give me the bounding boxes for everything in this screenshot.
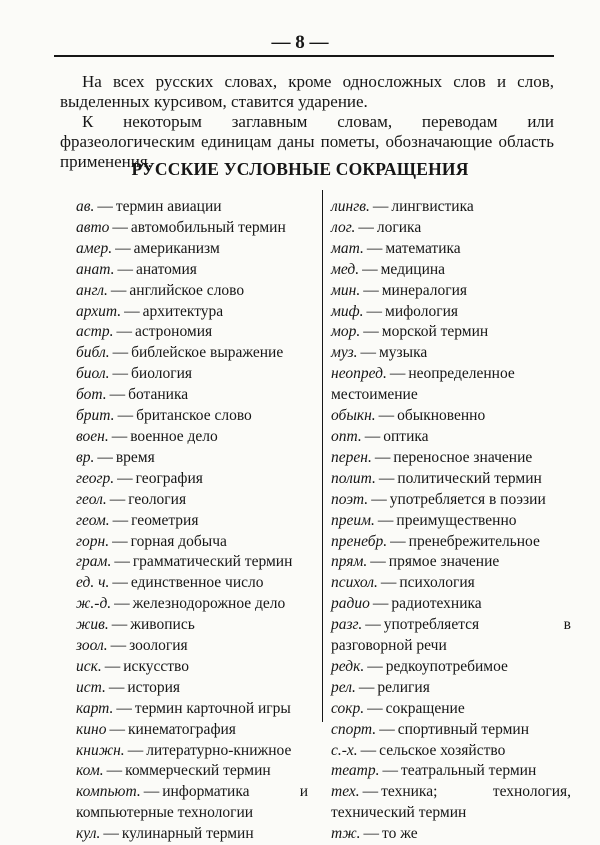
abbreviation-entry <box>331 490 571 511</box>
abbreviation: книжн. <box>76 741 125 759</box>
abbreviation-meaning: религия <box>377 678 430 696</box>
separator-dash: — <box>114 553 130 571</box>
abbreviation: кино <box>76 720 107 738</box>
separator-dash: — <box>117 260 133 278</box>
separator-dash: — <box>379 720 395 738</box>
abbreviation-entry <box>331 824 571 845</box>
abbreviation: тех. <box>331 783 360 801</box>
abbreviation: опт. <box>331 427 362 445</box>
abbreviation: ж.-д. <box>76 595 112 613</box>
abbreviation-entry <box>76 615 308 636</box>
separator-dash: — <box>374 448 391 466</box>
abbreviation: горн. <box>76 532 110 550</box>
abbreviation-meaning: геология <box>128 490 187 508</box>
abbreviation: амер. <box>76 239 113 257</box>
abbreviation: жив. <box>76 616 109 634</box>
abbreviation-meaning: политический термин <box>397 469 542 487</box>
abbreviation-entry <box>76 741 308 762</box>
abbreviation: геом. <box>76 511 110 529</box>
separator-dash: — <box>363 323 379 341</box>
abbreviation-entry <box>76 761 308 782</box>
abbreviation-meaning: термин карточной игры <box>134 699 291 717</box>
abbreviation-meaning: искусство <box>123 657 189 675</box>
abbreviation-meaning: прямое значение <box>388 553 500 571</box>
separator-dash: — <box>389 365 406 383</box>
abbreviation-entry <box>331 720 571 741</box>
abbreviation-meaning: спортивный термин <box>397 720 529 738</box>
abbreviation-entry <box>331 469 571 490</box>
abbreviation: полит. <box>331 469 376 487</box>
abbreviation: ист. <box>76 678 106 696</box>
abbreviation-entry <box>331 615 571 657</box>
abbreviation: биол. <box>76 365 110 383</box>
abbreviation-meaning: неопределенное местоимение <box>331 365 515 404</box>
abbreviation-entry <box>76 657 308 678</box>
abbreviation-entry <box>76 552 308 573</box>
abbreviation-entry <box>331 741 571 762</box>
separator-dash: — <box>112 365 129 383</box>
abbreviation: миф. <box>331 302 364 320</box>
abbreviation-meaning: время <box>115 448 155 466</box>
abbreviation-meaning: медицина <box>380 260 446 278</box>
abbreviation-meaning: английское слово <box>129 281 245 299</box>
separator-dash: — <box>362 783 379 801</box>
abbreviation-entry <box>331 782 571 824</box>
abbreviation-entry <box>76 594 308 615</box>
abbreviation: геогр. <box>76 469 115 487</box>
abbreviation-meaning: пренебрежительное <box>408 532 540 550</box>
abbreviation-entry <box>331 364 571 406</box>
abbreviation-entry <box>76 490 308 511</box>
separator-dash: — <box>112 574 128 592</box>
separator-dash: — <box>366 302 383 320</box>
abbreviation-meaning: литературно-книжное <box>146 741 292 759</box>
abbreviation-entry <box>76 469 308 490</box>
abbreviation-meaning: зоология <box>129 637 188 655</box>
abbreviation-meaning: обыкновенно <box>397 407 486 425</box>
abbreviation-meaning: американизм <box>133 239 220 257</box>
abbreviation-list-right <box>331 197 571 845</box>
abbreviation: с.-х. <box>331 741 358 759</box>
separator-dash: — <box>360 741 377 759</box>
abbreviation-entry <box>76 197 308 218</box>
abbreviation: преим. <box>331 511 375 529</box>
abbreviation-meaning: радиотехника <box>391 595 482 613</box>
abbreviation-entry <box>76 281 308 302</box>
abbreviation-meaning: информатика и компьютерные технологии <box>76 783 308 822</box>
separator-dash: — <box>358 218 374 236</box>
abbreviation: спорт. <box>331 720 377 738</box>
separator-dash: — <box>390 532 406 550</box>
abbreviation-entry <box>331 302 571 323</box>
separator-dash: — <box>380 574 397 592</box>
abbreviation-meaning: то же <box>382 825 418 843</box>
abbreviation-meaning: логика <box>376 218 422 236</box>
abbreviation: неопред. <box>331 365 387 383</box>
abbreviation: поэт. <box>331 490 369 508</box>
abbreviation-entry <box>76 699 308 720</box>
abbreviation: радио <box>331 595 370 613</box>
abbreviation: бот. <box>76 386 107 404</box>
abbreviation: пренебр. <box>331 532 388 550</box>
separator-dash: — <box>372 198 389 215</box>
separator-dash: — <box>112 511 129 529</box>
abbreviation-meaning: употребляется в поэзии <box>389 490 546 508</box>
abbreviation: кул. <box>76 825 101 843</box>
separator-dash: — <box>111 427 128 445</box>
abbreviation: компьют. <box>76 783 141 801</box>
abbreviation-entry <box>331 281 571 302</box>
abbreviation-meaning: техника; технология, технический термин <box>331 783 571 822</box>
abbreviation-entry <box>331 197 571 218</box>
separator-dash: — <box>114 595 130 613</box>
section-title: РУССКИЕ УСЛОВНЫЕ СОКРАЩЕНИЯ <box>131 159 469 179</box>
separator-dash: — <box>112 532 128 550</box>
abbreviation-entry <box>331 343 571 364</box>
abbreviation-entry <box>331 427 571 448</box>
separator-dash: — <box>115 239 131 257</box>
separator-dash: — <box>363 825 379 843</box>
separator-dash: — <box>363 281 379 299</box>
abbreviation-meaning: история <box>127 678 181 696</box>
abbreviation: перен. <box>331 448 372 466</box>
intro-text <box>60 72 554 172</box>
abbreviation-entry <box>76 302 308 323</box>
column-divider <box>322 190 323 722</box>
abbreviation-meaning: горная добыча <box>130 532 227 550</box>
separator-dash: — <box>116 699 132 717</box>
separator-dash: — <box>97 198 113 215</box>
abbreviation-entry <box>76 322 308 343</box>
abbreviation-meaning: музыка <box>379 344 428 362</box>
header-rule <box>54 55 554 57</box>
separator-dash: — <box>378 469 395 487</box>
abbreviation-entry <box>331 218 571 239</box>
separator-dash: — <box>104 657 121 675</box>
abbreviation-entry <box>331 594 571 615</box>
abbreviation-entry <box>76 720 308 741</box>
separator-dash: — <box>112 344 129 362</box>
abbreviation: грам. <box>76 553 112 571</box>
abbreviation: редк. <box>331 657 365 675</box>
abbreviation-meaning: британское слово <box>136 407 252 425</box>
separator-dash: — <box>103 825 119 843</box>
separator-dash: — <box>370 553 386 571</box>
separator-dash: — <box>108 678 125 696</box>
abbreviation-meaning: редкоупотребимое <box>385 657 508 675</box>
abbreviation-meaning: живопись <box>130 616 195 634</box>
abbreviation: прям. <box>331 553 368 571</box>
abbreviation-meaning: термин авиации <box>115 198 222 215</box>
page-number: — 8 — <box>271 32 329 53</box>
abbreviation: сокр. <box>331 699 365 717</box>
abbreviation-meaning: кинематография <box>127 720 236 738</box>
abbreviation-meaning: железнодорожное дело <box>132 595 286 613</box>
abbreviation: брит. <box>76 407 115 425</box>
abbreviation: театр. <box>331 762 380 780</box>
abbreviation-meaning: архитектура <box>142 302 224 320</box>
separator-dash: — <box>377 511 394 529</box>
abbreviation-meaning: анатомия <box>135 260 197 278</box>
abbreviation-entry <box>331 448 571 469</box>
abbreviation-entry <box>76 239 308 260</box>
abbreviation: рел. <box>331 678 356 696</box>
abbreviation-meaning: грамматический термин <box>132 553 293 571</box>
abbreviation-entry <box>331 657 571 678</box>
abbreviation-entry <box>76 678 308 699</box>
abbreviation: разг. <box>331 616 363 634</box>
separator-dash: — <box>117 407 134 425</box>
abbreviation-list-left <box>76 197 308 845</box>
abbreviation-meaning: лингвистика <box>391 198 474 215</box>
abbreviation-meaning: психология <box>399 574 475 592</box>
abbreviation-meaning: единственное число <box>130 574 264 592</box>
separator-dash: — <box>109 490 126 508</box>
separator-dash: — <box>143 783 160 801</box>
abbreviation-entry <box>331 532 571 553</box>
separator-dash: — <box>124 302 140 320</box>
abbreviation-entry <box>331 511 571 532</box>
abbreviation: ав. <box>76 198 95 215</box>
separator-dash: — <box>112 218 128 236</box>
abbreviation-entry <box>331 406 571 427</box>
abbreviation-meaning: сельское хозяйство <box>379 741 506 759</box>
abbreviation-meaning: астрономия <box>134 323 213 341</box>
separator-dash: — <box>358 678 375 696</box>
abbreviation: муз. <box>331 344 358 362</box>
abbreviation: лингв. <box>331 198 370 215</box>
intro-paragraph: К некоторым заглавным словам, переводам или фразеологическим единицам даны пометы, обозначающие область применения. <box>60 112 554 171</box>
abbreviation-meaning: переносное значение <box>393 448 533 466</box>
abbreviation: мор. <box>331 323 361 341</box>
abbreviation-entry <box>331 761 571 782</box>
abbreviation: мат. <box>331 239 364 257</box>
abbreviation-meaning: употребляется в разговорной речи <box>331 616 571 655</box>
abbreviation: зоол. <box>76 637 108 655</box>
abbreviation-entry <box>76 448 308 469</box>
intro-paragraph: На всех русских словах, кроме односложных слов и слов, выделенных курсивом, ставится ударение. <box>60 72 554 111</box>
abbreviation: авто <box>76 218 110 236</box>
separator-dash: — <box>109 386 126 404</box>
abbreviation-entry <box>76 636 308 657</box>
separator-dash: — <box>367 699 383 717</box>
abbreviation-meaning: библейское выражение <box>131 344 284 362</box>
separator-dash: — <box>378 407 395 425</box>
abbreviation: вр. <box>76 448 95 466</box>
abbreviation: библ. <box>76 344 110 362</box>
abbreviation-entry <box>76 364 308 385</box>
separator-dash: — <box>362 260 378 278</box>
abbreviation-meaning: мифология <box>385 302 458 320</box>
separator-dash: — <box>360 344 376 362</box>
separator-dash: — <box>127 741 144 759</box>
separator-dash: — <box>117 469 133 487</box>
abbreviation: анат. <box>76 260 115 278</box>
abbreviation-entry <box>76 218 308 239</box>
abbreviation-meaning: геометрия <box>131 511 199 529</box>
abbreviation: мед. <box>331 260 360 278</box>
abbreviation-entry <box>76 260 308 281</box>
abbreviation: геол. <box>76 490 107 508</box>
abbreviation: тж. <box>331 825 361 843</box>
separator-dash: — <box>382 762 398 780</box>
abbreviation-meaning: математика <box>385 239 461 257</box>
abbreviation: иск. <box>76 657 102 675</box>
separator-dash: — <box>110 637 127 655</box>
abbreviation-meaning: военное дело <box>130 427 218 445</box>
abbreviation-entry <box>76 782 308 824</box>
abbreviation: обыкн. <box>331 407 376 425</box>
abbreviation-entry <box>76 824 308 845</box>
separator-dash: — <box>366 239 383 257</box>
abbreviation-meaning: сокращение <box>385 699 465 717</box>
abbreviation-meaning: география <box>135 469 203 487</box>
abbreviation-entry <box>331 678 571 699</box>
separator-dash: — <box>364 427 381 445</box>
separator-dash: — <box>97 448 113 466</box>
abbreviation-entry <box>331 239 571 260</box>
separator-dash: — <box>372 595 389 613</box>
abbreviation-meaning: кулинарный термин <box>121 825 254 843</box>
abbreviation-meaning: коммерческий термин <box>125 762 271 780</box>
abbreviation-entry <box>76 385 308 406</box>
abbreviation: ед. ч. <box>76 574 110 592</box>
abbreviation-meaning: театральный термин <box>400 762 537 780</box>
abbreviation-meaning: автомобильный термин <box>130 218 286 236</box>
abbreviation-entry <box>331 573 571 594</box>
abbreviation-meaning: оптика <box>383 427 429 445</box>
abbreviation-entry <box>331 322 571 343</box>
abbreviation-entry <box>76 532 308 553</box>
abbreviation-meaning: преимущественно <box>396 511 517 529</box>
separator-dash: — <box>110 281 127 299</box>
abbreviation-entry <box>331 552 571 573</box>
abbreviation-meaning: минералогия <box>381 281 468 299</box>
abbreviation-meaning: морской термин <box>381 323 489 341</box>
abbreviation: англ. <box>76 281 108 299</box>
abbreviation-meaning: биология <box>131 365 193 383</box>
separator-dash: — <box>367 657 383 675</box>
abbreviation: ком. <box>76 762 104 780</box>
abbreviation-entry <box>76 406 308 427</box>
abbreviation: архит. <box>76 302 122 320</box>
separator-dash: — <box>109 720 125 738</box>
separator-dash: — <box>116 323 132 341</box>
abbreviation: карт. <box>76 699 114 717</box>
separator-dash: — <box>106 762 123 780</box>
abbreviation: астр. <box>76 323 114 341</box>
abbreviation-entry <box>76 427 308 448</box>
abbreviation: воен. <box>76 427 109 445</box>
abbreviation-entry <box>331 260 571 281</box>
abbreviation-entry <box>76 511 308 532</box>
abbreviation: лог. <box>331 218 356 236</box>
separator-dash: — <box>111 616 128 634</box>
abbreviation-entry <box>76 573 308 594</box>
abbreviation-meaning: ботаника <box>128 386 189 404</box>
abbreviation: психол. <box>331 574 378 592</box>
abbreviation-entry <box>76 343 308 364</box>
abbreviation-entry <box>331 699 571 720</box>
separator-dash: — <box>365 616 381 634</box>
separator-dash: — <box>371 490 387 508</box>
abbreviation: мин. <box>331 281 361 299</box>
